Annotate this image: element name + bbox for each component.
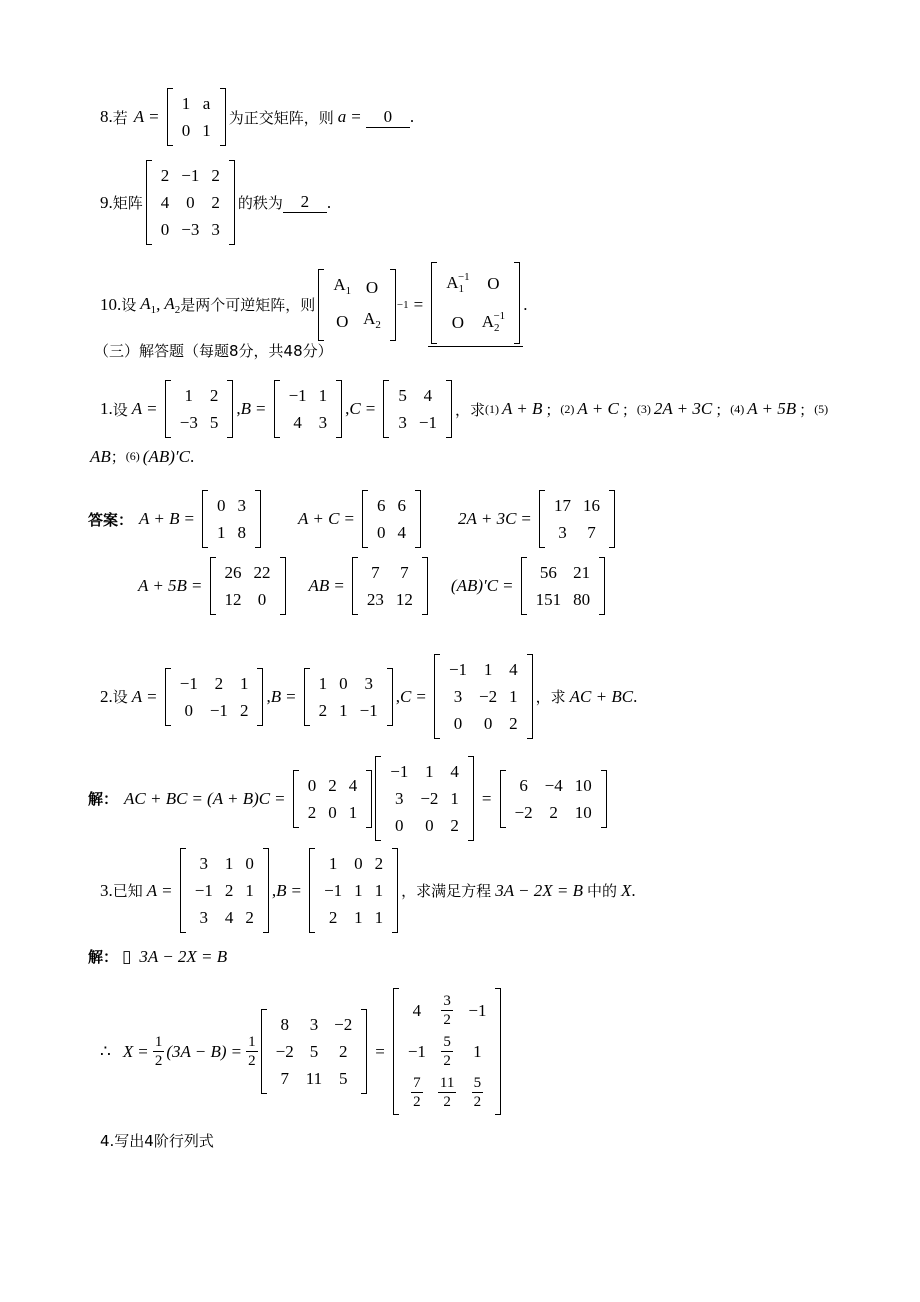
q8-answer: 0 <box>366 107 410 128</box>
q10-answer-matrix: $A_1^{-1}$ O O $A_2^{-1}$ <box>431 262 520 344</box>
q10-matrix: $A_1$ O O $A_2$ <box>318 269 396 341</box>
q8-matrix: 1 a 0 1 <box>167 88 226 146</box>
q10-line: 10. 设 $A_1$ , $A_2$ 是两个可逆矩阵，则 $A_1$ O O $A_2$ −1 = $A_1^{-1}$ O O $A_2^{-1}$ . <box>100 262 527 347</box>
p2-solution: 解： AC + BC = (A + B)C = 0 2 4 2 0 1 −1 1 4 3 −2 1 0 0 2 = 6 −4 10 −2 2 10 <box>88 756 610 841</box>
p1-line: 1. 设 A = 1 2 −3 5 , B = −1 1 4 3 , C = 5 4 3 −1 ，求 (1) A + B ； (2) A + C ； (3) 2A + 3C ； (4) A + 5B ； (5) <box>100 380 828 438</box>
p2-line: 2. 设 A = −1 2 1 0 −1 2 , B = 1 0 3 2 1 −1 , C = −1 1 4 3 −2 1 0 0 2 ，求 AC + BC . <box>100 654 637 739</box>
q9-matrix: 2 −1 2 4 0 2 0 −3 3 <box>146 160 235 245</box>
q9-line: 9. 矩阵 2 −1 2 4 0 2 0 −3 3 的秩为 2 . <box>100 160 331 245</box>
q9-answer: 2 <box>283 192 327 213</box>
p1-line2: AB ； (6) (AB)′C . <box>90 446 195 466</box>
section-title: （三）解答题（每题8分，共48分） <box>94 342 333 360</box>
q8-line: 8. 若 A = 1 a 0 1 为正交矩阵，则 a = 0 . <box>100 88 414 146</box>
p3-result-matrix: 4 $\frac{3}{2}$ −1 −1 $\frac{5}{2}$ 1 $\frac{7}{2}$ $\frac{11}{2}$ $\frac{5}{2}$ <box>393 988 502 1115</box>
p3-line: 3. 已知 A = 3 1 0 −1 2 1 3 4 2 , B = 1 0 2 −1 1 1 2 1 1 ，求满足方程 3A − 2X = B 中的 X . <box>100 848 636 933</box>
p1-answer-row2: A + 5B = 26 22 12 0 AB = 7 7 23 12 (AB)′C = 56 21 151 80 <box>138 557 608 615</box>
p3-solution-line2: ∴ X = $\frac{1}{2}$ (3A − B) = $\frac{1}{2}$ 8 3 −2 −2 5 2 7 11 5 = 4 $\frac{3}{2}$ −1 −1 $\frac{5}{2}$ 1 $\frac{7}{2}$ $\frac{11}{2}$ $\frac{5}{2}$ <box>100 988 504 1115</box>
p3-solution-line1: 解： ▯ 3A − 2X = B <box>88 946 228 966</box>
p1-answer-row1: 答案： A + B = 0 3 1 8 A + C = 6 6 0 4 2A + 3C = 17 16 3 7 <box>88 490 618 548</box>
p4-line: 4.写出4阶行列式 <box>100 1132 214 1150</box>
